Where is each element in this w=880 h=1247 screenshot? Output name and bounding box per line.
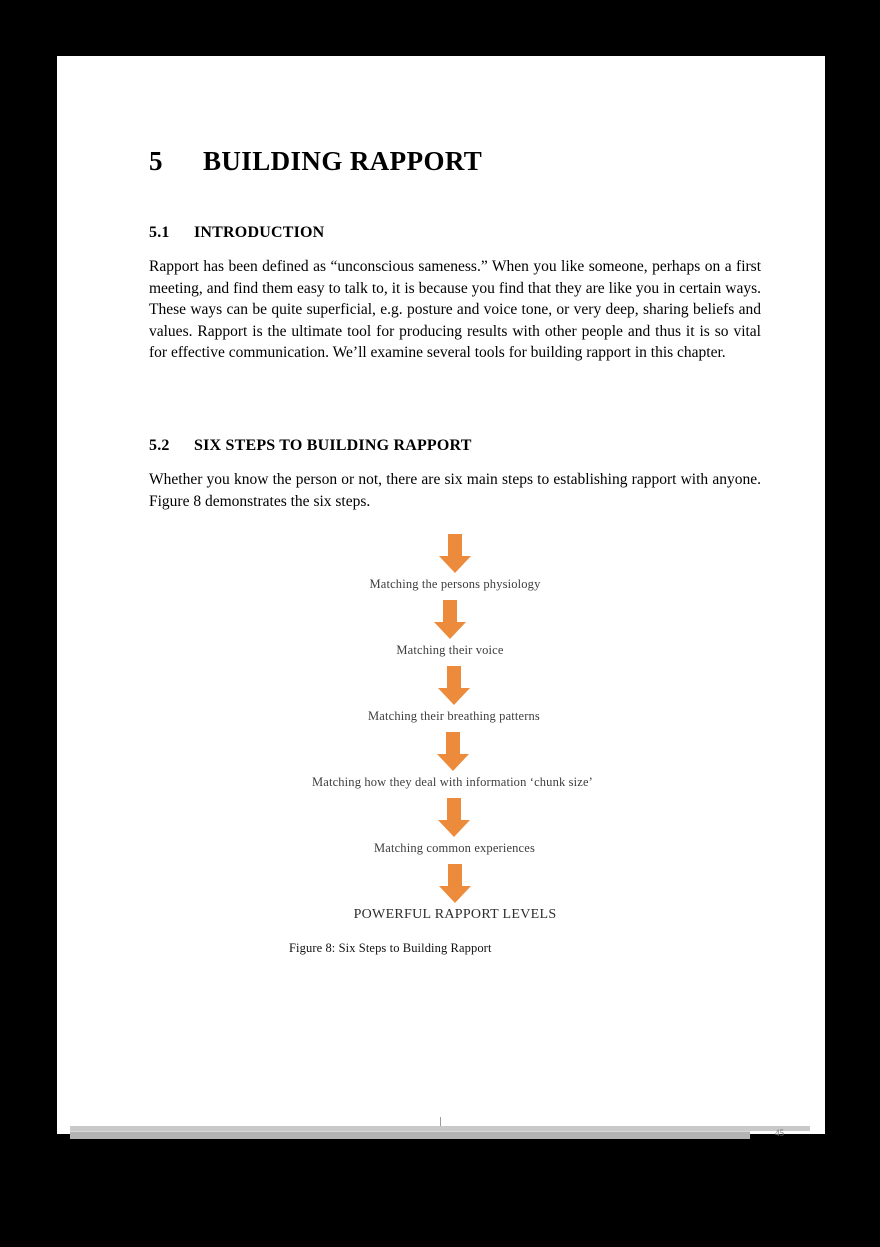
flow-step-2	[396, 600, 503, 658]
chapter-number: 5	[149, 146, 163, 176]
section-title-5-2: SIX STEPS TO BUILDING RAPPORT	[194, 436, 472, 454]
section-heading-5-2	[149, 437, 761, 455]
page-title	[149, 146, 761, 177]
flow-step-4	[312, 732, 593, 790]
flow-step-6	[354, 864, 557, 923]
flow-step-label: Matching how they deal with information ‘chunk size’	[312, 775, 593, 790]
flow-step-label: Matching common experiences	[374, 841, 535, 856]
down-arrow-icon	[437, 798, 471, 838]
section-title-5-1: INTRODUCTION	[194, 224, 325, 241]
page-number: 45	[775, 1128, 784, 1138]
flow-step-label: Matching their voice	[396, 643, 504, 658]
document-page	[57, 56, 825, 1134]
flow-step-5	[374, 798, 535, 856]
down-arrow-icon	[433, 600, 467, 640]
down-arrow-icon	[436, 732, 470, 772]
spacer	[149, 242, 761, 256]
section-body-5-2: Whether you know the person or not, there are six main steps to establishing rapport with anyone. Figure 8 demonstrates the six steps.	[149, 470, 761, 510]
down-arrow-icon	[438, 534, 472, 574]
section-number-5-1: 5.1	[149, 224, 170, 241]
down-arrow-icon	[437, 666, 471, 706]
spacer	[149, 177, 761, 224]
figure-caption: Figure 8: Six Steps to Building Rapport	[289, 941, 492, 956]
figure-8	[149, 534, 761, 956]
chapter-title-text: BUILDING RAPPORT	[203, 146, 483, 176]
section-heading-5-1	[149, 224, 761, 242]
flow-step-label: Matching the persons physiology	[369, 577, 541, 592]
flow-step-label: Matching their breathing patterns	[368, 709, 540, 724]
page-content	[149, 146, 761, 956]
flow-step-3	[368, 666, 540, 724]
flow-step-1	[370, 534, 541, 592]
spacer	[149, 455, 761, 469]
page-edge-bar-bottom	[70, 1131, 750, 1139]
flow-diagram	[149, 534, 761, 923]
section-number-5-2: 5.2	[149, 436, 170, 454]
flow-step-label: POWERFUL RAPPORT LEVELS	[353, 907, 557, 923]
section-body-5-1: Rapport has been defined as “unconscious sameness.” When you like someone, perhaps on a first meeting, and find them easy to talk to, it is because you find that they are like you in certain ways. These ways can be quite superficial, e.g. posture and voice tone, or very deep, sharing beliefs and values. Rapport is the ultimate tool for producing results with other people and thus it is so vital for effective communication. We’ll examine several tools for building rapport in this chapter.	[149, 258, 761, 362]
down-arrow-icon	[438, 864, 472, 904]
spacer	[149, 364, 761, 437]
